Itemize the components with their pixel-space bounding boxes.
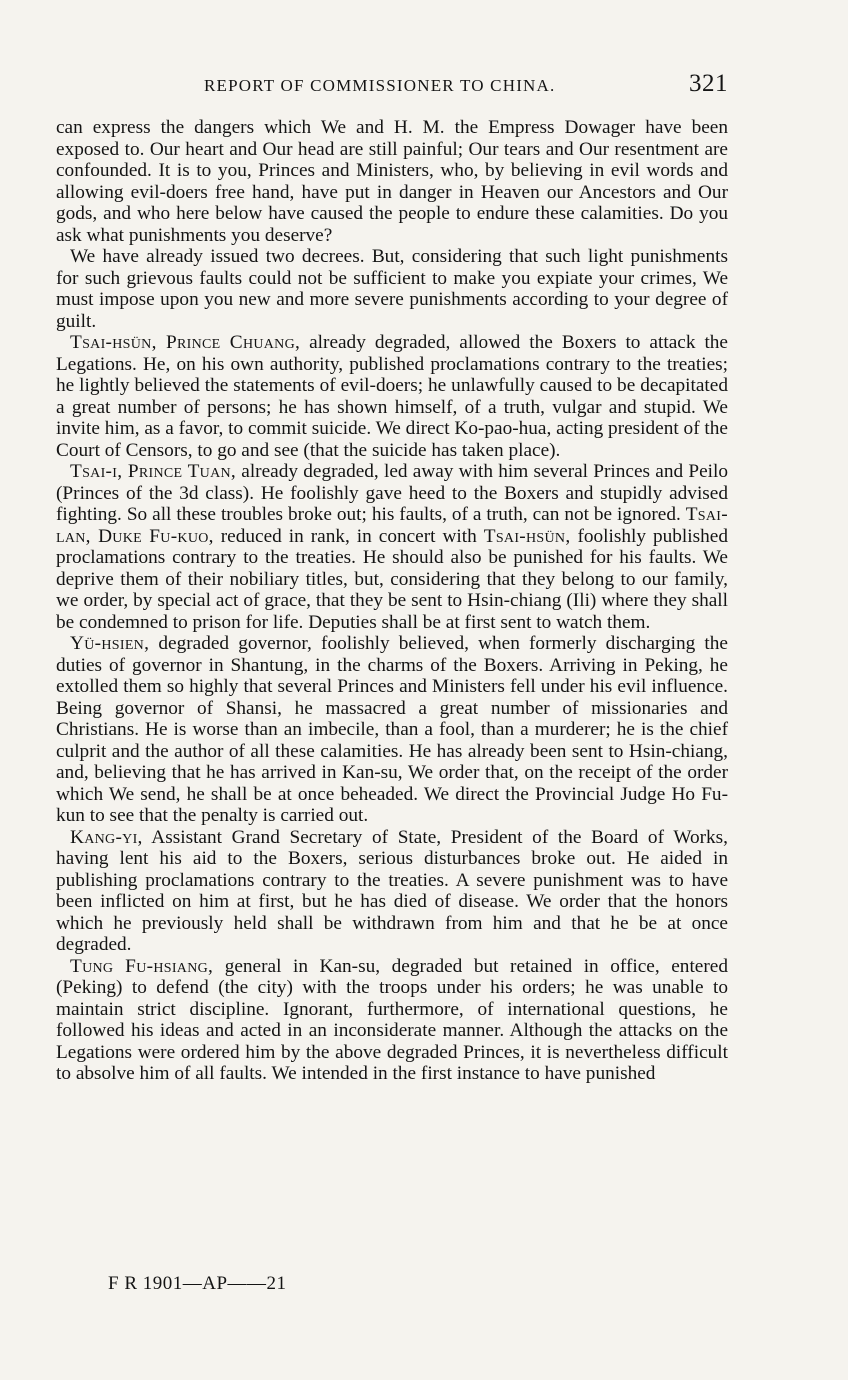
signature-mark	[108, 1273, 287, 1295]
paragraph-6	[56, 827, 728, 956]
paragraph-4-text-c: foolishly published proclamations contrary to the treaties. He should also be punished for his faults. We deprive them of their nobiliary titles, but, considering that they belong to our family, we order, by special act of grace, that they be sent to Hsin-chiang (Ili) where they shall be condemned to prison for life. Deputies shall be at first sent to watch them.	[56, 525, 728, 633]
paragraph-3-text: already degraded, allowed the Boxers to attack the Legations. He, on his own authority, published proclamations contrary to the treaties; he lightly believed the statements of evil-doers; he unlawfully caused to be decapitated a great number of persons; he has shown himself, of a truth, vulgar and stupid. We invite him, as a favor, to commit suicide. We direct Ko-pao-hua, acting president of the Court of Censors, to go and see (that the suicide has taken place).	[56, 332, 728, 461]
paragraph-6-text: Assistant Grand Secretary of State, President of the Board of Works, having lent his aid to the Boxers, serious disturbances broke out. He aided in publishing proclamations contrary to the treaties. A severe punishment was to have been inflicted on him at first, but he has died of disease. We order that the honors which he previously held shall be withdrawn from him and that he be at once degraded.	[56, 826, 728, 955]
paragraph-1	[56, 117, 728, 246]
person-name-tsai-i: Tsai-i, Prince Tuan,	[70, 461, 237, 482]
person-name-tsai-lan: Tsai-lan, Duke Fu-kuo,	[56, 504, 728, 547]
header-title: REPORT OF COMMISSIONER TO CHINA.	[204, 76, 556, 95]
paragraph-4	[56, 461, 728, 633]
person-name-kang-yi: Kang-yi,	[70, 826, 143, 848]
paragraph-3	[56, 332, 728, 461]
person-name-tung-fu-hsiang: Tung Fu-hsiang,	[70, 955, 214, 977]
paragraph-7-text: general in Kan-su, degraded but retained in office, entered (Peking) to defend (the city) with the troops under his orders; he was unable to maintain strict discipline. Ignorant, furthermore, of international questions, he followed his ideas and acted in an inconsiderate manner. Although the attacks on the Legations were ordered him by the above degraded Princes, it is nevertheless difficult to absolve him of all faults. We intended in the first instance to have punished	[56, 955, 728, 1084]
paragraph-4-text-a: already degraded, led away with him several Princes and Peilo (Princes of the 3d class). He foolishly gave heed to the Boxers and stupidly advised fighting. So all these troubles broke out; his faults, of a truth, can not be ignored.	[56, 461, 728, 525]
person-name-yu-hsien: Yü-hsien,	[70, 633, 150, 654]
running-header	[56, 70, 728, 104]
paragraph-2	[56, 246, 728, 332]
paragraph-1-text: can express the dangers which We and H. M. the Empress Dowager have been exposed to. Our heart and Our head are still painful; Our tears and Our resentment are confounded. It is to you, Princes and Ministers, who, by believing in evil words and allowing evil-doers free hand, have put in danger in Heaven our Ancestors and Our gods, and who here below have caused the people to endure these calamities. Do you ask what punishments you deserve?	[56, 117, 728, 246]
person-name-tsai-hsun: Tsai-hsün, Prince Chuang,	[70, 332, 301, 353]
person-name-tsai-hsun-ref: Tsai-hsün,	[483, 525, 571, 547]
signature-text: F R 1901—AP——21	[108, 1273, 287, 1294]
paragraph-5	[56, 633, 728, 827]
paragraph-2-text: We have already issued two decrees. But, considering that such light punishments for such grievous faults could not be sufficient to make you expiate your crimes, We must impose upon you new and more severe punishments according to your degree of guilt.	[56, 246, 728, 332]
body-text	[56, 117, 728, 1085]
paragraph-7	[56, 956, 728, 1085]
paragraph-4-text-b: reduced in rank, in concert with	[213, 525, 484, 547]
page-number: 321	[689, 70, 728, 97]
paragraph-5-text: degraded governor, foolishly believed, when formerly discharging the duties of governor in Shantung, in the charms of the Boxers. Arriving in Peking, he extolled them so highly that several Princes and Ministers fell under his evil influence. Being governor of Shansi, he massacred a great number of missionaries and Christians. He is worse than an imbecile, than a fool, than a murderer; he is the chief culprit and the author of all these calamities. He has already been sent to Hsin-chiang, and, believing that he has arrived in Kan-su, We order that, on the receipt of the order which We send, he shall be at once beheaded. We direct the Provincial Judge Ho Fu-kun to see that the penalty is carried out.	[56, 633, 728, 826]
